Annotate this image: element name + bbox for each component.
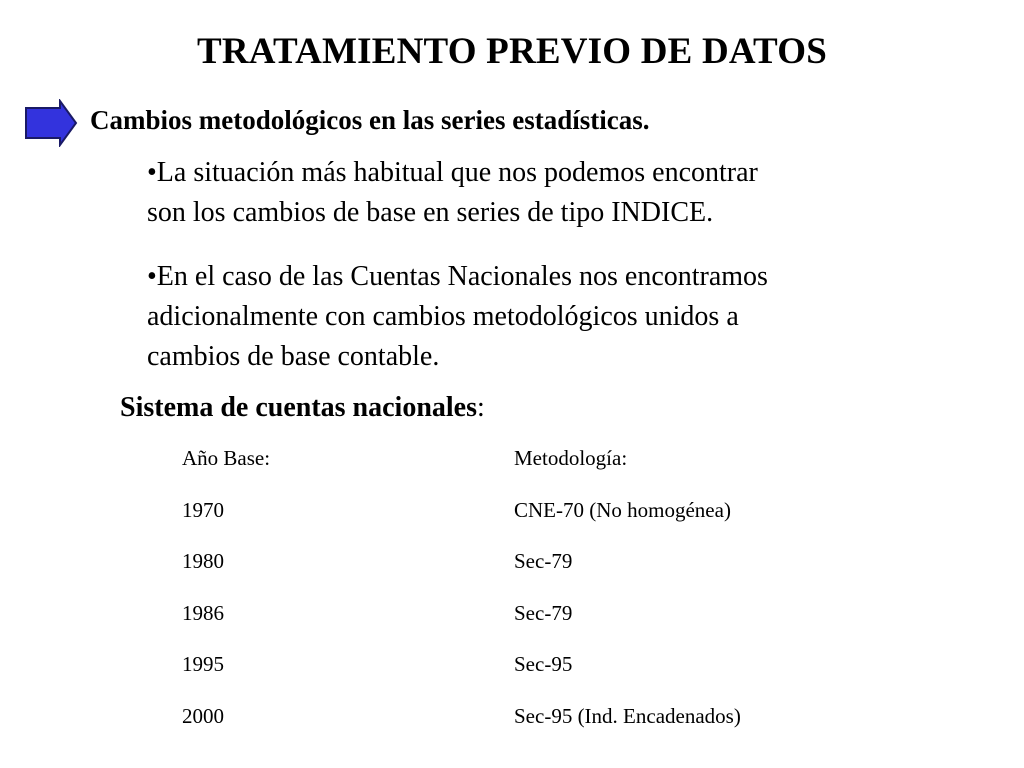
bullet-line: cambios de base contable. [147, 341, 440, 372]
arrow-right-icon [24, 99, 78, 147]
header-method: Metodología: [514, 446, 628, 470]
section-heading [120, 392, 485, 424]
table-row [182, 601, 882, 653]
section-heading-colon: : [477, 392, 485, 423]
cell-year: 2000 [182, 703, 224, 728]
cell-method: CNE-70 (No homogénea) [514, 497, 731, 522]
base-year-table [182, 446, 882, 755]
slide-title: TRATAMIENTO PREVIO DE DATOS [196, 31, 828, 72]
header-year: Año Base: [182, 446, 271, 470]
bullet-item [147, 153, 947, 233]
bullet-line: adicionalmente con cambios metodológicos unidos a [147, 301, 739, 332]
table-row [182, 704, 882, 756]
cell-method: Sec-79 [514, 549, 573, 573]
bullet-line: •En el caso de las Cuentas Nacionales nos encontramos [147, 261, 768, 292]
cell-method: Sec-79 [514, 600, 573, 625]
cell-year: 1986 [182, 600, 224, 625]
bullet-item [147, 257, 947, 377]
cell-method: Sec-95 [514, 652, 573, 676]
cell-method: Sec-95 (Ind. Encadenados) [514, 703, 741, 728]
table-row [182, 652, 882, 704]
cell-year: 1995 [182, 652, 224, 676]
section-heading-text: Sistema de cuentas nacionales [120, 392, 477, 423]
bullet-line: son los cambios de base en series de tipo INDICE. [147, 197, 714, 228]
table-row [182, 498, 882, 550]
table-row [182, 549, 882, 601]
cell-year: 1970 [182, 497, 224, 522]
bullet-line: •La situación más habitual que nos podemos encontrar [147, 157, 758, 188]
cell-year: 1980 [182, 549, 224, 573]
subheading: Cambios metodológicos en las series estadísticas. [90, 105, 650, 135]
table-header-row [182, 446, 882, 498]
